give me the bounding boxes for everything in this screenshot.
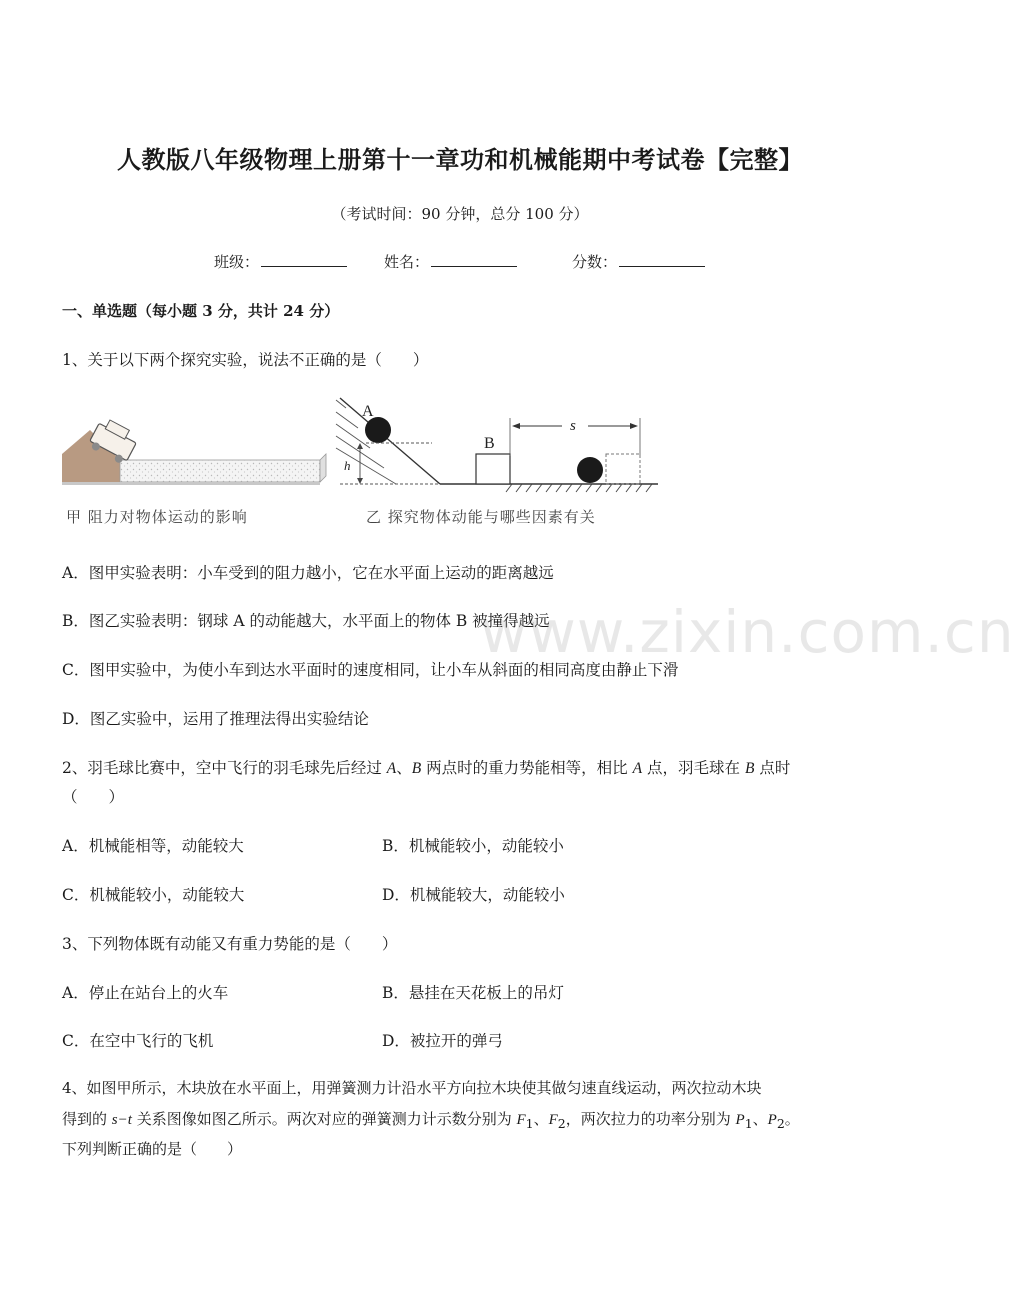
figure-yi [336, 396, 660, 496]
q3-option-c[interactable]: C．在空中飞行的飞机 [62, 1032, 214, 1050]
name-blank[interactable] [431, 252, 517, 267]
question-4-line-3: 下列判断正确的是（ ） [62, 1140, 243, 1158]
class-label: 班级： [214, 253, 260, 271]
score-label: 分数： [572, 253, 618, 271]
name-label: 姓名： [384, 253, 430, 271]
question-1-stem: 1、关于以下两个探究实验，说法不正确的是（ ） [62, 351, 429, 369]
q2-option-a[interactable]: A．机械能相等，动能较大 [62, 837, 244, 855]
label-a: A [362, 403, 374, 420]
block-b [476, 454, 510, 484]
ball-a [365, 417, 391, 443]
ball-after [577, 457, 603, 483]
score-blank[interactable] [619, 252, 705, 267]
moved-block-outline [606, 454, 640, 484]
q1-option-a[interactable]: A．图甲实验表明：小车受到的阻力越小，它在水平面上运动的距离越远 [62, 564, 554, 582]
question-2-paren: （ ） [62, 788, 125, 806]
question-4-line-1: 4、如图甲所示，木块放在水平面上，用弹簧测力计沿水平方向拉木块使其做匀速直线运动，两次拉动木块 [62, 1079, 762, 1097]
class-blank[interactable] [261, 252, 347, 267]
exam-meta: （考试时间：90 分钟，总分 100 分） [331, 205, 589, 223]
section-title: 一、单选题（每小题 3 分，共计 24 分） [62, 302, 340, 320]
q1-option-d[interactable]: D．图乙实验中，运用了推理法得出实验结论 [62, 710, 369, 728]
label-h: h [344, 458, 351, 473]
question-2-stem: 2、羽毛球比赛中，空中飞行的羽毛球先后经过 A、B 两点时的重力势能相等，相比 A 点，羽毛球在 B 点时 [62, 759, 791, 777]
figure-yi-caption: 乙 探究物体动能与哪些因素有关 [366, 508, 596, 526]
q1-option-c[interactable]: C．图甲实验中，为使小车到达水平面时的速度相同，让小车从斜面的相同高度由静止下滑 [62, 661, 679, 679]
label-b: B [484, 435, 495, 452]
q2-option-b[interactable]: B．机械能较小，动能较小 [382, 837, 564, 855]
watermark: www.zixin.com.cn [480, 598, 1015, 666]
name-field[interactable] [384, 251, 517, 272]
page-title: 人教版八年级物理上册第十一章功和机械能期中考试卷【完整】 [117, 145, 803, 174]
figure-jia [60, 420, 330, 490]
q3-option-b[interactable]: B．悬挂在天花板上的吊灯 [382, 984, 564, 1002]
q1-option-b[interactable]: B．图乙实验表明：钢球 A 的动能越大，水平面上的物体 B 被撞得越远 [62, 612, 550, 630]
q2-option-d[interactable]: D．机械能较大，动能较小 [382, 886, 565, 904]
q2-option-c[interactable]: C．机械能较小，动能较大 [62, 886, 245, 904]
sand-surface [120, 460, 320, 482]
q3-option-d[interactable]: D．被拉开的弹弓 [382, 1032, 503, 1050]
incline [340, 398, 440, 484]
question-4-line-2: 得到的 s−t 关系图像如图乙所示。两次对应的弹簧测力计示数分别为 $F_1$、$F_2$，两次拉力的功率分别为 $P_1$、$P_2$。 [62, 1110, 800, 1131]
q3-option-a[interactable]: A．停止在站台上的火车 [62, 984, 229, 1002]
question-3-stem: 3、下列物体既有动能又有重力势能的是（ ） [62, 935, 398, 953]
class-field[interactable] [214, 251, 347, 272]
score-field[interactable] [572, 251, 705, 272]
figure-jia-caption: 甲 阻力对物体运动的影响 [66, 508, 248, 526]
label-s: s [570, 418, 576, 434]
